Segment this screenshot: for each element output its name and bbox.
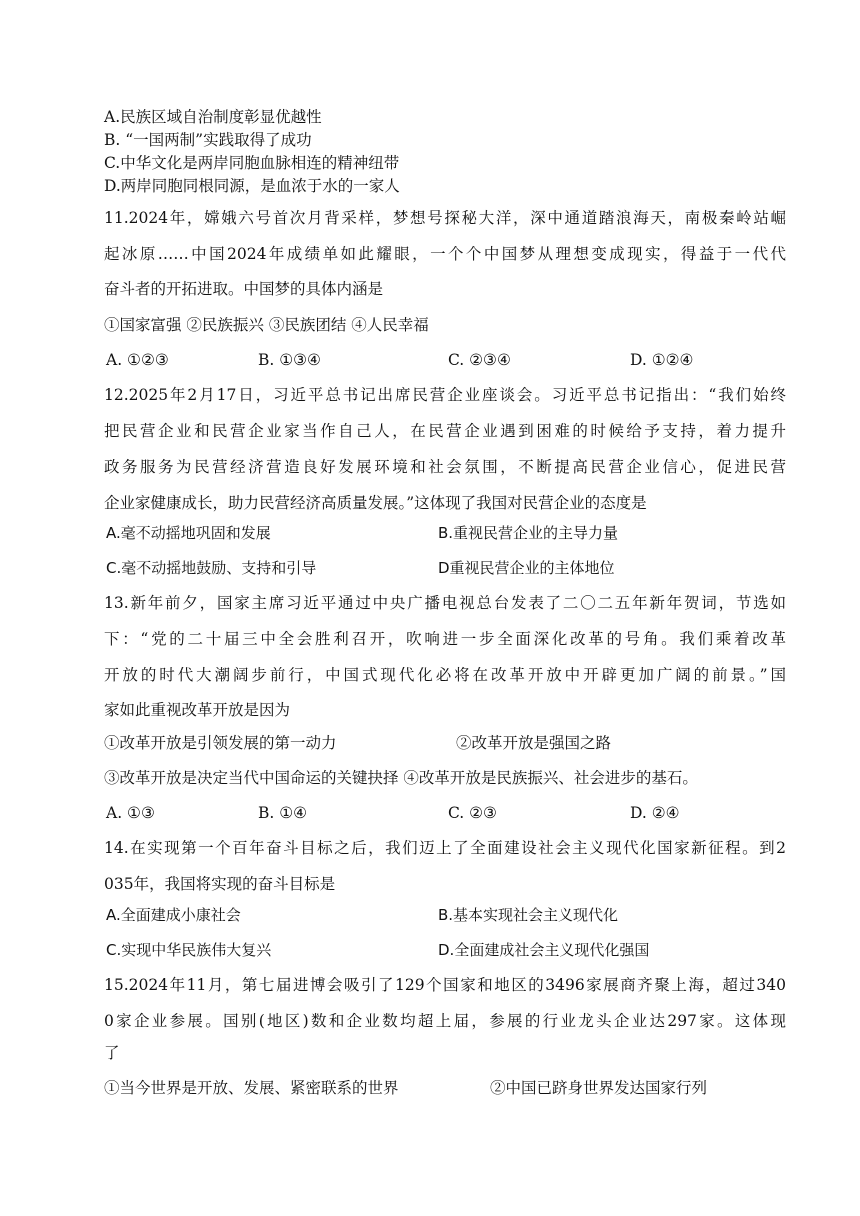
q11-option-c: C. ②③④ [448,351,511,369]
q11-option-d: D. ①②④ [630,351,694,369]
q11-option-a: A. ①②③ [106,351,169,369]
q12-stem-line: 把民营企业和民营企业家当作自己人，在民营企业遇到困难的时候给予支持，着力提升 [104,422,786,440]
q11-option-b: B. ①③④ [258,351,321,369]
q15-stem-line: 15.2024年11月，第七届进博会吸引了129个国家和地区的3496家展商齐聚上海，超过340 [104,976,786,994]
q13-statement-2: ②改革开放是强国之路 [456,734,612,752]
q11-stem-line: 奋斗者的开拓进取。中国梦的具体内涵是 [104,280,384,298]
q12-stem-line: 企业家健康成长，助力民营经济高质量发展。”这体现了我国对民营企业的态度是 [104,494,647,512]
q14-stem-line: 035年，我国将实现的奋斗目标是 [104,875,336,893]
q14-stem-line: 14.在实现第一个百年奋斗目标之后，我们迈上了全面建设社会主义现代化国家新征程。到2 [104,839,786,857]
q12-option-a: A.毫不动摇地巩固和发展 [106,524,271,542]
q13-option-a: A. ①③ [106,804,155,822]
q12-stem-line: 12.2025年2月17日，习近平总书记出席民营企业座谈会。习近平总书记指出：“我们始终 [104,386,786,404]
q13-statement-1: ①改革开放是引领发展的第一动力 [104,734,337,752]
q13-stem-line: 家如此重视改革开放是因为 [104,701,291,719]
q15-statement-1: ①当今世界是开放、发展、紧密联系的世界 [104,1079,399,1097]
q13-stem-line: 13.新年前夕，国家主席习近平通过中央广播电视总台发表了二〇二五年新年贺词，节选如 [104,594,786,612]
q15-stem-line: 了 [104,1044,120,1062]
q14-option-b: B.基本实现社会主义现代化 [438,906,619,924]
q12-option-c: C.毫不动摇地鼓励、支持和引导 [106,559,317,577]
q12-stem-line: 政务服务为民营经济营造良好发展环境和社会氛围，不断提高民营企业信心，促进民营 [104,458,786,476]
q15-statement-2: ②中国已跻身世界发达国家行列 [490,1079,708,1097]
q10-option-b: B. “一国两制”实践取得了成功 [104,131,312,149]
q14-option-c: C.实现中华民族伟大复兴 [106,941,272,959]
q10-option-a: A.民族区域自治制度彰显优越性 [104,108,322,126]
q15-stem-line: 0家企业参展。国别(地区)数和企业数均超上届，参展的行业龙头企业达297家。这体现 [104,1012,786,1030]
q13-option-c: C. ②③ [448,804,497,822]
q14-option-d: D.全面建成社会主义现代化强国 [438,941,650,959]
q13-option-b: B. ①④ [258,804,308,822]
q10-option-c: C.中华文化是两岸同胞血脉相连的精神纽带 [104,154,400,172]
q13-stem-line: 下：“党的二十届三中全会胜利召开，吹响进一步全面深化改革的号角。我们乘着改革 [104,630,786,648]
q12-option-d: D重视民营企业的主体地位 [438,559,615,577]
q11-stem-line: 11.2024年，嫦娥六号首次月背采样，梦想号探秘大洋，深中通道踏浪海天，南极秦岭站崛 [104,209,786,227]
q11-statements: ①国家富强 ②民族振兴 ③民族团结 ④人民幸福 [104,316,429,334]
q13-stem-line: 开放的时代大潮阔步前行，中国式现代化必将在改革开放中开辟更加广阔的前景。”国 [104,666,786,684]
q12-option-b: B.重视民营企业的主导力量 [438,524,619,542]
q14-option-a: A.全面建成小康社会 [106,906,241,924]
q10-option-d: D.两岸同胞同根同源，是血浓于水的一家人 [104,177,400,195]
q13-statement-3-4: ③改革开放是决定当代中国命运的关键抉择 ④改革开放是民族振兴、社会进步的基石。 [104,769,698,787]
q13-option-d: D. ②④ [630,804,680,822]
q11-stem-line: 起冰原……中国2024年成绩单如此耀眼，一个个中国梦从理想变成现实，得益于一代代 [104,245,786,263]
